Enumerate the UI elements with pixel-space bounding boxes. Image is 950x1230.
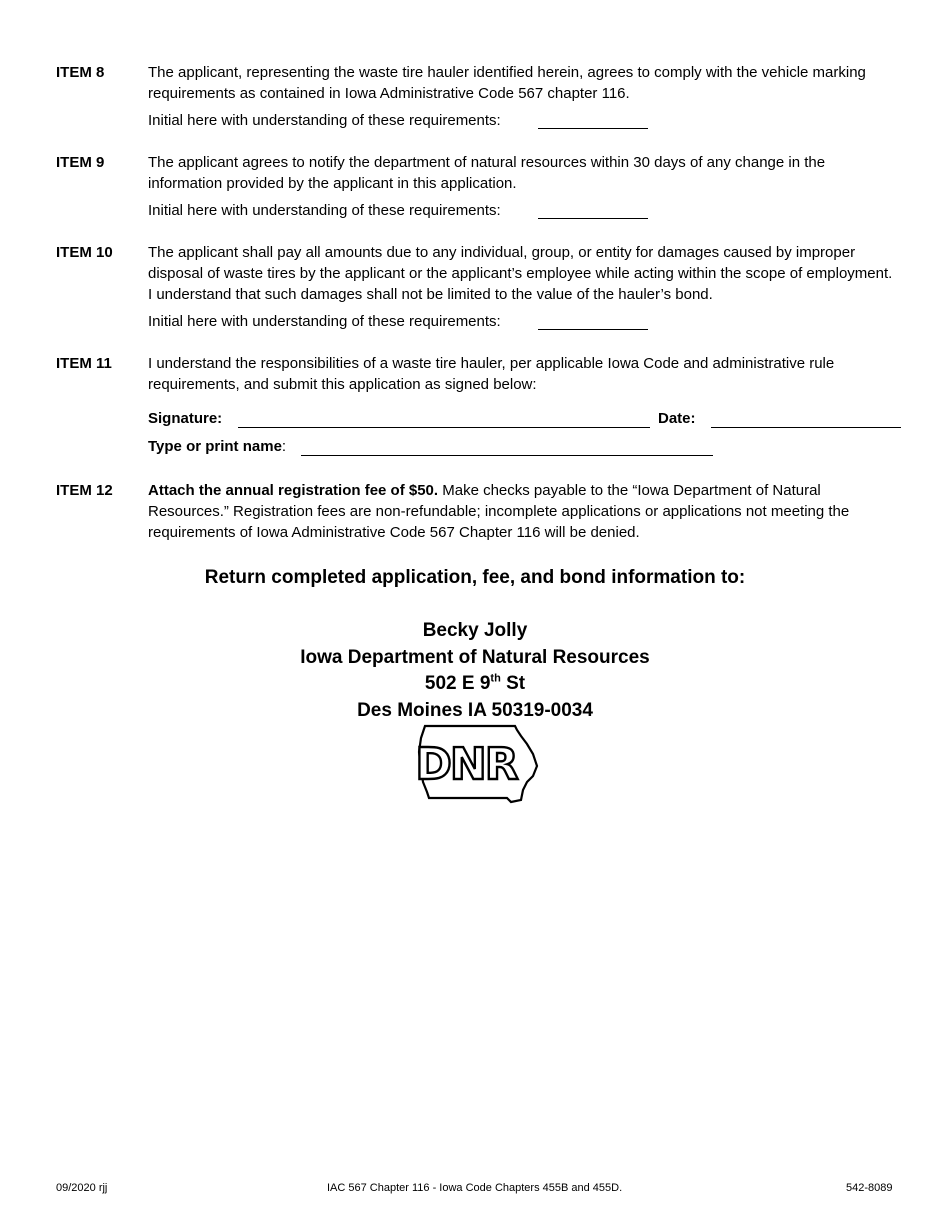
item-text: I understand the responsibilities of a waste tire hauler, per applicable Iowa Code and administrative rule requirements, and submit this application as signed below: — [148, 355, 835, 393]
address-name: Becky Jolly — [422, 620, 528, 641]
initial-row — [148, 110, 501, 131]
item-label: ITEM 10 — [56, 244, 113, 261]
item-text: The applicant agrees to notify the department of natural resources within 30 days of any change in the information provided by the applicant in this application. — [148, 154, 826, 192]
date-label: Date: — [658, 410, 696, 427]
signature-label: Signature: — [148, 410, 223, 427]
item-label: ITEM 9 — [56, 154, 105, 171]
street-ordinal: th — [490, 672, 501, 685]
print-name-row — [148, 436, 718, 460]
date-input-line[interactable] — [711, 427, 901, 428]
initial-label: Initial here with understanding of these requirements: — [148, 112, 501, 129]
footer-revision: 09/2020 rjj — [56, 1182, 108, 1194]
address-street — [0, 671, 950, 697]
dnr-letters: DNR — [415, 739, 517, 790]
signature-input-line[interactable] — [238, 427, 650, 428]
initial-label: Initial here with understanding of these requirements: — [148, 313, 501, 330]
print-name-label: Type or print name — [148, 438, 282, 455]
item-label: ITEM 8 — [56, 64, 105, 81]
initial-input-line[interactable] — [538, 218, 648, 219]
address-city: Des Moines IA 50319-0034 — [357, 700, 593, 721]
item-label: ITEM 11 — [56, 355, 112, 372]
return-heading: Return completed application, fee, and bond information to: — [204, 567, 746, 588]
item-12 — [56, 480, 916, 546]
dnr-logo-icon — [405, 722, 540, 806]
initial-row — [148, 311, 501, 332]
item-9 — [56, 152, 916, 224]
initial-input-line[interactable] — [538, 329, 648, 330]
fee-details: Make checks payable to the “Iowa Department of Natural Resources.” Registration fees are non-refundable; incomplete applications or applications not meeting the requirements of Iowa Administrative Code 567 Chapter 116 will be denied. — [148, 482, 850, 541]
item-text — [148, 480, 893, 543]
street-number: 502 E 9 — [424, 673, 491, 694]
footer-form-number: 542-8089 — [846, 1182, 893, 1194]
address-organization: Iowa Department of Natural Resources — [300, 647, 650, 668]
initial-label: Initial here with understanding of these requirements: — [148, 202, 501, 219]
fee-statement: Attach the annual registration fee of $50. — [148, 482, 439, 499]
item-text: The applicant shall pay all amounts due to any individual, group, or entity for damages caused by improper disposal of waste tires by the applicant or the applicant’s employee while acting within the scope of employment. I understand that such damages shall not be limited to the value of the hauler’s bond. — [148, 244, 893, 303]
item-10 — [56, 242, 916, 336]
item-8 — [56, 62, 916, 134]
signature-row — [148, 408, 908, 432]
print-name-colon: : — [281, 438, 287, 455]
initial-input-line[interactable] — [538, 128, 648, 129]
iowa-dnr-logo — [405, 722, 540, 806]
item-text: The applicant, representing the waste tire hauler identified herein, agrees to comply with the vehicle marking requirements as contained in Iowa Administrative Code 567 chapter 116. — [148, 64, 866, 102]
street-suffix: St — [500, 673, 526, 694]
footer-citation: IAC 567 Chapter 116 - Iowa Code Chapters 455B and 455D. — [327, 1182, 623, 1194]
initial-row — [148, 200, 501, 221]
print-name-input-line[interactable] — [301, 455, 713, 456]
item-label: ITEM 12 — [56, 482, 113, 499]
